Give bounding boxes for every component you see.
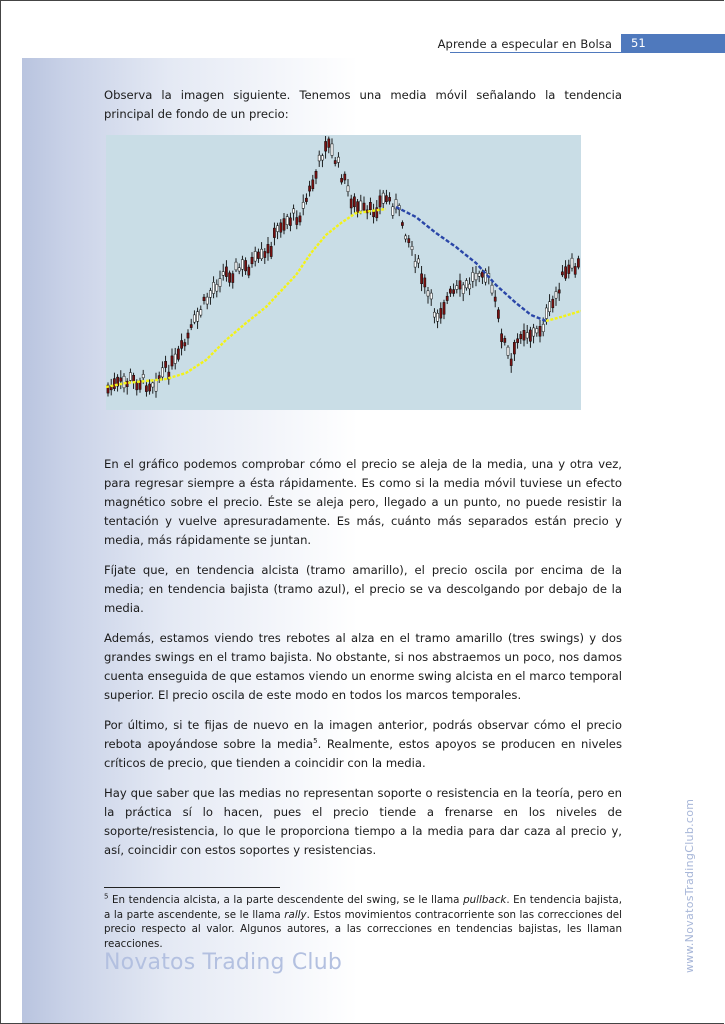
price-chart-svg bbox=[106, 135, 581, 410]
candle-body bbox=[401, 222, 403, 225]
candle-body bbox=[504, 338, 506, 342]
candle-body bbox=[155, 380, 157, 391]
candle-body bbox=[238, 268, 240, 271]
footnote-term-pullback: pullback bbox=[463, 894, 507, 906]
candle-body bbox=[414, 261, 416, 267]
candle-body bbox=[248, 267, 250, 275]
footnote-rule bbox=[104, 887, 280, 888]
candle-body bbox=[363, 203, 365, 210]
candle-body bbox=[561, 272, 563, 275]
candle-body bbox=[190, 325, 192, 328]
candle-body bbox=[257, 252, 259, 259]
candle-body bbox=[241, 260, 243, 270]
candle-body bbox=[558, 290, 560, 293]
candle-body bbox=[187, 333, 189, 338]
candle-body bbox=[491, 285, 493, 293]
candle-body bbox=[440, 308, 442, 318]
footnote-term-rally: rally bbox=[284, 908, 307, 921]
candle-body bbox=[360, 201, 362, 211]
candle-body bbox=[325, 141, 327, 151]
footnote-text-3: . Estos movimientos contracorriente son las correcciones del precio respecto al valor. Algunos autores, a las correcciones en tendencias bajistas, les llaman reacciones. bbox=[104, 908, 622, 950]
footer-brand: Novatos Trading Club bbox=[104, 950, 343, 975]
candle-body bbox=[459, 281, 461, 289]
candle-body bbox=[251, 257, 253, 264]
candle-body bbox=[309, 186, 311, 191]
candle-body bbox=[171, 356, 173, 366]
candlesticks bbox=[107, 136, 580, 398]
candle-body bbox=[526, 333, 528, 338]
candle-body bbox=[337, 157, 339, 162]
candle-body bbox=[437, 313, 439, 321]
running-header-title: Aprende a especular en Bolsa bbox=[437, 37, 612, 51]
candle-body bbox=[213, 282, 215, 293]
candle-body bbox=[433, 312, 435, 317]
candle-body bbox=[145, 386, 147, 392]
candle-body bbox=[302, 202, 304, 208]
header-rule bbox=[450, 52, 725, 53]
candle-body bbox=[446, 296, 448, 300]
candle-body bbox=[200, 310, 202, 315]
candle-body bbox=[334, 161, 336, 164]
candle-body bbox=[350, 199, 352, 208]
candle-body bbox=[577, 259, 579, 268]
candle-body bbox=[341, 178, 343, 182]
candle-body bbox=[206, 297, 208, 304]
candle-body bbox=[574, 266, 576, 274]
candle-body bbox=[203, 297, 205, 301]
candle-body bbox=[184, 343, 186, 346]
candle-body bbox=[427, 291, 429, 296]
paragraph-3: Además, estamos viendo tres rebotes al alza en el tramo amarillo (tres swings) y dos grandes swings en el tramo bajista. No obstante, si nos abstraemos un poco, nos damos cuenta enseguida de que estamos viendo un enorme swing alcista en el marco temporal superior. El precio oscila de este modo en todos los marcos temporales. bbox=[104, 631, 622, 702]
footnote-text-1: En tendencia alcista, a la parte descendente del swing, se le llama bbox=[108, 894, 464, 906]
candle-body bbox=[283, 219, 285, 231]
candle-body bbox=[533, 328, 535, 336]
candle-body bbox=[552, 299, 554, 308]
candle-body bbox=[545, 308, 547, 319]
candle-body bbox=[472, 272, 474, 281]
candle-body bbox=[149, 384, 151, 391]
candle-body bbox=[353, 197, 355, 207]
candle-body bbox=[280, 223, 282, 232]
candle-body bbox=[129, 373, 131, 381]
candle-body bbox=[462, 285, 464, 294]
candle-body bbox=[318, 155, 320, 161]
candle-body bbox=[225, 267, 227, 277]
footnote-reference[interactable]: 5 bbox=[313, 737, 318, 746]
paragraph-1: En el gráfico podemos comprobar cómo el precio se aleja de la media, una y otra vez, para regresar siempre a ésta rápidamente. Es como si la media móvil tuviese un efecto magnético sobre el precio. Éste se aleja pero, llegado a un punto, no puede resistir la tentación y vuelve apresuradamente. Es más, cuánto más separados están precio y media, más rápidamente se juntan. bbox=[104, 457, 622, 547]
candle-body bbox=[443, 302, 445, 314]
paragraph-4 bbox=[104, 716, 622, 773]
candle-body bbox=[152, 383, 154, 387]
candle-body bbox=[523, 330, 525, 340]
candle-body bbox=[411, 246, 413, 249]
candle-body bbox=[501, 334, 503, 342]
candle-body bbox=[430, 293, 432, 299]
candle-body bbox=[568, 265, 570, 274]
candle-body bbox=[165, 361, 167, 367]
candle-body bbox=[453, 290, 455, 294]
candle-body bbox=[469, 284, 471, 289]
candle-body bbox=[385, 196, 387, 202]
price-chart bbox=[106, 135, 581, 410]
candle-body bbox=[235, 262, 237, 270]
candle-body bbox=[267, 244, 269, 253]
candle-body bbox=[529, 330, 531, 341]
candle-body bbox=[517, 339, 519, 343]
candle-body bbox=[216, 284, 218, 291]
candle-body bbox=[232, 274, 234, 283]
candle-body bbox=[219, 279, 221, 287]
moving-average-recovery-line bbox=[546, 311, 581, 321]
candle-body bbox=[347, 186, 349, 192]
candle-body bbox=[123, 376, 125, 388]
candle-body bbox=[161, 368, 163, 377]
candle-body bbox=[286, 217, 288, 225]
candle-body bbox=[379, 196, 381, 207]
candle-body bbox=[293, 209, 295, 213]
candle-body bbox=[344, 174, 346, 180]
candle-body bbox=[392, 207, 394, 216]
candle-body bbox=[357, 202, 359, 213]
candle-body bbox=[136, 383, 138, 390]
candle-body bbox=[478, 273, 480, 276]
body-text bbox=[104, 86, 622, 124]
candle-body bbox=[497, 310, 499, 319]
candle-body bbox=[408, 239, 410, 243]
candle-body bbox=[456, 286, 458, 290]
candle-body bbox=[261, 249, 263, 259]
candle-body bbox=[209, 291, 211, 298]
paragraph-4-end: . Realmente, estos apoyos se producen en niveles críticos de precio, que tienden a coincidir con la media. bbox=[104, 737, 622, 770]
candle-body bbox=[245, 260, 247, 270]
candle-body bbox=[369, 202, 371, 209]
footnote-marker: 5 bbox=[104, 892, 109, 901]
candle-body bbox=[513, 342, 515, 354]
candle-body bbox=[328, 139, 330, 148]
candle-body bbox=[273, 228, 275, 238]
candle-body bbox=[181, 341, 183, 349]
candle-body bbox=[510, 359, 512, 366]
candle-body bbox=[405, 236, 407, 239]
paragraph-4-start: Por último, si te fijas de nuevo en la imagen anterior, podrás observar cómo el precio rebota apoyándose sobre la media bbox=[104, 718, 622, 751]
candle-body bbox=[565, 267, 567, 279]
candle-body bbox=[142, 374, 144, 377]
candle-body bbox=[321, 156, 323, 161]
candle-body bbox=[389, 197, 391, 201]
candle-body bbox=[417, 259, 419, 263]
paragraph-5: Hay que saber que las medias no representan soporte o resistencia en la teoría, pero en la práctica sí lo hacen, pues el precio tiende a frenarse en los niveles de soporte/resistencia, lo que le proporciona tiempo a la media para dar caza al precio y, así, coincidir con estos soportes y resistencias. bbox=[104, 786, 622, 857]
candle-body bbox=[549, 302, 551, 312]
candle-body bbox=[254, 251, 256, 261]
moving-average-uptrend-line bbox=[106, 209, 386, 387]
candle-body bbox=[536, 329, 538, 333]
side-url-link[interactable]: www.NovatosTradingClub.com bbox=[683, 798, 696, 973]
candle-body bbox=[270, 246, 272, 256]
paragraph-2: Fíjate que, en tendencia alcista (tramo amarillo), el precio oscila por encima de la media; en tendencia bajista (tramo azul), el precio se va descolgando por debajo de la media. bbox=[104, 563, 622, 615]
candle-body bbox=[197, 312, 199, 322]
page-number-box bbox=[621, 34, 725, 52]
candle-body bbox=[421, 274, 423, 284]
candle-body bbox=[571, 258, 573, 268]
candle-body bbox=[539, 326, 541, 336]
candle-body bbox=[475, 273, 477, 280]
candle-body bbox=[315, 171, 317, 178]
candle-body bbox=[264, 251, 266, 257]
candle-body bbox=[555, 291, 557, 298]
candle-body bbox=[507, 347, 509, 355]
candle-body bbox=[481, 272, 483, 277]
candle-body bbox=[229, 273, 231, 282]
candle-body bbox=[542, 324, 544, 332]
candle-body bbox=[520, 334, 522, 339]
candle-body bbox=[465, 281, 467, 288]
footnote bbox=[104, 893, 622, 951]
candle-body bbox=[296, 218, 298, 225]
candle-body bbox=[174, 354, 176, 363]
candle-body bbox=[449, 289, 451, 293]
candle-body bbox=[289, 218, 291, 226]
page-number: 51 bbox=[631, 36, 646, 50]
candle-body bbox=[305, 198, 307, 201]
candle-body bbox=[424, 278, 426, 287]
candle-body bbox=[277, 226, 279, 232]
candle-body bbox=[177, 349, 179, 359]
candle-body bbox=[158, 376, 160, 379]
footnote-text-2: . En tendencia bajista, a la parte ascendente, se le llama bbox=[104, 894, 622, 921]
candle-body bbox=[312, 180, 314, 189]
candle-body bbox=[299, 216, 301, 222]
candle-body bbox=[494, 297, 496, 301]
candle-body bbox=[120, 378, 122, 381]
candle-body bbox=[193, 315, 195, 322]
candle-body bbox=[222, 272, 224, 276]
candle-body bbox=[133, 375, 135, 381]
candle-body bbox=[331, 144, 333, 156]
body-text-main bbox=[104, 455, 622, 860]
candle-body bbox=[113, 379, 115, 389]
candle-body bbox=[382, 193, 384, 203]
intro-paragraph: Observa la imagen siguiente. Tenemos una media móvil señalando la tendencia principal de fondo de un precio: bbox=[104, 88, 622, 121]
